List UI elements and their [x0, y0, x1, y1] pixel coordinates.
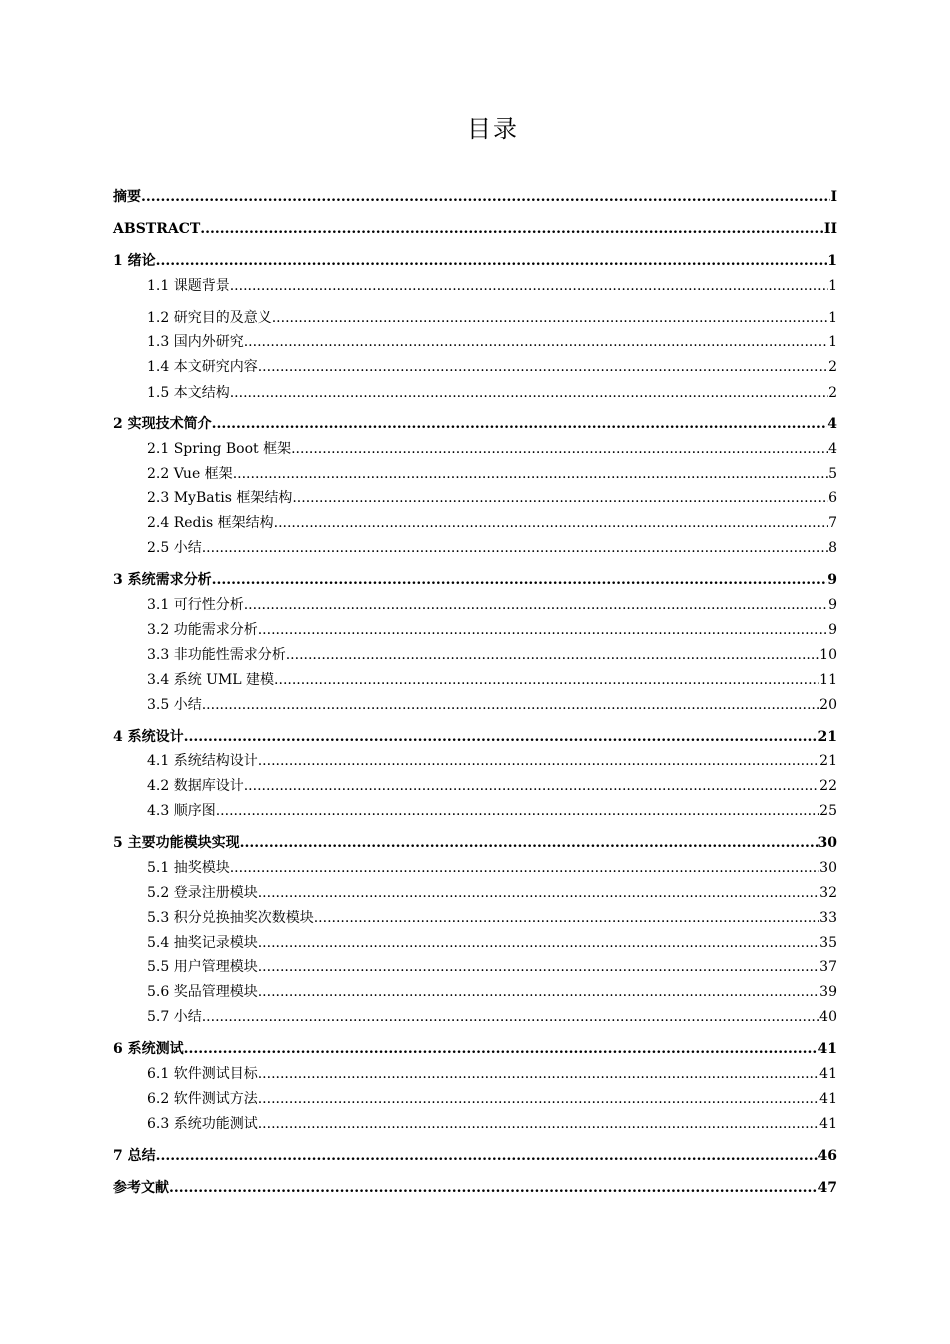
- toc-entry[interactable]: [147, 645, 837, 665]
- toc-entry-label: 6.2 软件测试方法: [147, 1091, 258, 1107]
- toc-entry-page: 4: [828, 441, 837, 457]
- toc-entry-page: 41: [819, 1091, 837, 1107]
- toc-entry-label: 摘要: [113, 189, 141, 205]
- toc-entry-page: 39: [819, 984, 837, 1000]
- toc-entry-label: 1.5 本文结构: [147, 385, 230, 401]
- toc-entry[interactable]: [147, 276, 837, 296]
- toc-entry-label: 参考文献: [113, 1180, 169, 1196]
- toc-entry-page: 25: [819, 803, 837, 819]
- toc-entry-label: 1 绪论: [113, 253, 156, 269]
- toc-dot-leader: [202, 1007, 819, 1027]
- toc-entry-page: 22: [819, 778, 837, 794]
- toc-dot-leader: [156, 1146, 818, 1166]
- toc-entry-label: 5.1 抽奖模块: [147, 860, 230, 876]
- toc-dot-leader: [156, 251, 828, 271]
- toc-entry-page: 9: [827, 572, 837, 588]
- toc-entry-label: 2 实现技术简介: [113, 416, 212, 432]
- toc-dot-leader: [184, 727, 818, 747]
- toc-entry-page: 9: [828, 597, 837, 613]
- toc-dot-leader: [230, 383, 828, 403]
- toc-entry-label: 1.3 国内外研究: [147, 334, 244, 350]
- toc-entry[interactable]: [113, 833, 837, 853]
- toc-entry-page: 1: [828, 310, 837, 326]
- toc-entry[interactable]: [147, 858, 837, 878]
- toc-entry-page: 30: [817, 835, 837, 851]
- toc-entry[interactable]: [113, 1146, 837, 1166]
- toc-entry-label: 5.3 积分兑换抽奖次数模块: [147, 910, 314, 926]
- toc-dot-leader: [233, 464, 828, 484]
- toc-entry-label: 5.2 登录注册模块: [147, 885, 258, 901]
- toc-dot-leader: [258, 1064, 819, 1084]
- toc-entry-label: 3.3 非功能性需求分析: [147, 647, 286, 663]
- toc-entry-label: 5 主要功能模块实现: [113, 835, 240, 851]
- toc-entry-page: 8: [828, 540, 837, 556]
- toc-entry-label: 2.3 MyBatis 框架结构: [147, 490, 293, 506]
- toc-entry[interactable]: [147, 982, 837, 1002]
- toc-dot-leader: [212, 414, 828, 434]
- toc-entry[interactable]: [147, 513, 837, 533]
- toc-entry-page: 9: [828, 622, 837, 638]
- toc-dot-leader: [184, 1039, 818, 1059]
- toc-dot-leader: [286, 645, 819, 665]
- toc-entry[interactable]: [147, 538, 837, 558]
- toc-entry[interactable]: [147, 883, 837, 903]
- toc-entry-page: 4: [827, 416, 837, 432]
- toc-entry-label: ABSTRACT: [113, 221, 201, 237]
- toc-entry[interactable]: [147, 332, 837, 352]
- toc-dot-leader: [258, 883, 819, 903]
- toc-entry-label: 3.2 功能需求分析: [147, 622, 258, 638]
- toc-dot-leader: [230, 276, 828, 296]
- toc-dot-leader: [258, 982, 819, 1002]
- toc-entry[interactable]: [147, 751, 837, 771]
- toc-entry-label: 4.3 顺序图: [147, 803, 216, 819]
- toc-entry-page: 30: [819, 860, 837, 876]
- toc-entry[interactable]: [147, 801, 837, 821]
- toc-entry[interactable]: [113, 1039, 837, 1059]
- toc-dot-leader: [230, 858, 819, 878]
- toc-entry-page: 10: [819, 647, 837, 663]
- toc-entry-label: 5.4 抽奖记录模块: [147, 935, 258, 951]
- toc-entry-label: 2.5 小结: [147, 540, 202, 556]
- toc-dot-leader: [314, 908, 819, 928]
- toc-entry-page: 20: [819, 697, 837, 713]
- toc-entry[interactable]: [147, 620, 837, 640]
- toc-entry-page: 40: [819, 1009, 837, 1025]
- toc-entry-page: 2: [828, 385, 837, 401]
- toc-entry[interactable]: [147, 1007, 837, 1027]
- toc-entry-page: 37: [819, 959, 837, 975]
- page-title: 目录: [467, 115, 519, 143]
- toc-entry[interactable]: [147, 933, 837, 953]
- toc-entry-label: 6.3 系统功能测试: [147, 1116, 258, 1132]
- toc-entry[interactable]: [147, 464, 837, 484]
- toc-dot-leader: [258, 620, 828, 640]
- toc-entry[interactable]: [147, 1089, 837, 1109]
- toc-entry-page: 1: [828, 334, 837, 350]
- toc-entry-label: 5.5 用户管理模块: [147, 959, 258, 975]
- toc-entry[interactable]: [147, 308, 837, 328]
- toc-entry[interactable]: [147, 1114, 837, 1134]
- toc-entry-page: 11: [819, 672, 837, 688]
- toc-dot-leader: [292, 488, 828, 508]
- toc-dot-leader: [240, 833, 818, 853]
- toc-dot-leader: [258, 357, 828, 377]
- toc-entry-page: 35: [819, 935, 837, 951]
- toc-dot-leader: [244, 595, 828, 615]
- toc-dot-leader: [244, 332, 828, 352]
- toc-entry[interactable]: [147, 908, 837, 928]
- toc-entry[interactable]: [113, 1178, 837, 1198]
- toc-dot-leader: [258, 751, 819, 771]
- toc-entry[interactable]: [147, 957, 837, 977]
- toc-entry-page: 7: [828, 515, 837, 531]
- toc-entry-page: 46: [817, 1148, 837, 1164]
- toc-dot-leader: [202, 695, 819, 715]
- toc-entry-page: 41: [819, 1116, 837, 1132]
- toc-entry-label: 6.1 软件测试目标: [147, 1066, 258, 1082]
- toc-entry-label: 1.4 本文研究内容: [147, 359, 258, 375]
- toc-entry-label: 3.4 系统 UML 建模: [147, 672, 275, 688]
- toc-dot-leader: [274, 670, 819, 690]
- toc-entry-page: I: [830, 189, 837, 205]
- toc-dot-leader: [272, 308, 828, 328]
- toc-entry-label: 5.6 奖品管理模块: [147, 984, 258, 1000]
- toc-dot-leader: [258, 933, 819, 953]
- toc-entry-page: 1: [827, 253, 837, 269]
- toc-dot-leader: [258, 1089, 819, 1109]
- toc-entry[interactable]: [147, 488, 837, 508]
- toc-entry[interactable]: [113, 187, 837, 207]
- toc-entry-label: 3 系统需求分析: [113, 572, 212, 588]
- table-of-contents: [113, 0, 837, 1344]
- toc-dot-leader: [169, 1178, 818, 1198]
- toc-dot-leader: [216, 801, 819, 821]
- toc-entry-page: 33: [819, 910, 837, 926]
- toc-entry[interactable]: [147, 695, 837, 715]
- toc-entry[interactable]: [113, 219, 837, 239]
- toc-entry-page: 21: [819, 753, 837, 769]
- toc-dot-leader: [200, 219, 824, 239]
- toc-entry[interactable]: [113, 251, 837, 271]
- toc-entry-page: II: [823, 221, 837, 237]
- toc-entry-page: 5: [828, 466, 837, 482]
- toc-entry-label: 4 系统设计: [113, 729, 184, 745]
- toc-entry[interactable]: [147, 595, 837, 615]
- toc-entry-page: 47: [817, 1180, 837, 1196]
- toc-entry-label: 3.1 可行性分析: [147, 597, 244, 613]
- toc-entry-label: 4.1 系统结构设计: [147, 753, 258, 769]
- toc-dot-leader: [244, 776, 819, 796]
- toc-entry-label: 5.7 小结: [147, 1009, 202, 1025]
- toc-dot-leader: [202, 538, 828, 558]
- toc-dot-leader: [141, 187, 830, 207]
- toc-entry[interactable]: [113, 570, 837, 590]
- toc-entry-label: 2.4 Redis 框架结构: [147, 515, 274, 531]
- toc-dot-leader: [274, 513, 828, 533]
- toc-entry-label: 1.2 研究目的及意义: [147, 310, 272, 326]
- toc-entry-label: 6 系统测试: [113, 1041, 184, 1057]
- toc-entry-label: 3.5 小结: [147, 697, 202, 713]
- toc-entry-label: 1.1 课题背景: [147, 278, 230, 294]
- toc-entry-page: 32: [819, 885, 837, 901]
- toc-dot-leader: [212, 570, 828, 590]
- toc-entry[interactable]: [147, 439, 837, 459]
- toc-entry-page: 41: [819, 1066, 837, 1082]
- toc-entry-page: 41: [817, 1041, 837, 1057]
- toc-entry-label: 2.1 Spring Boot 框架: [147, 441, 292, 457]
- toc-entry[interactable]: [147, 670, 837, 690]
- toc-entry-page: 2: [828, 359, 837, 375]
- toc-entry[interactable]: [113, 727, 837, 747]
- toc-dot-leader: [258, 957, 819, 977]
- toc-entry-page: 1: [828, 278, 837, 294]
- toc-entry[interactable]: [147, 357, 837, 377]
- toc-entry[interactable]: [147, 383, 837, 403]
- toc-dot-leader: [258, 1114, 819, 1134]
- toc-entry[interactable]: [147, 776, 837, 796]
- toc-dot-leader: [291, 439, 828, 459]
- toc-entry-label: 7 总结: [113, 1148, 156, 1164]
- toc-entry-label: 4.2 数据库设计: [147, 778, 244, 794]
- toc-entry-page: 21: [817, 729, 837, 745]
- toc-entry[interactable]: [147, 1064, 837, 1084]
- toc-entry[interactable]: [113, 414, 837, 434]
- toc-entry-page: 6: [828, 490, 837, 506]
- toc-entry-label: 2.2 Vue 框架: [147, 466, 233, 482]
